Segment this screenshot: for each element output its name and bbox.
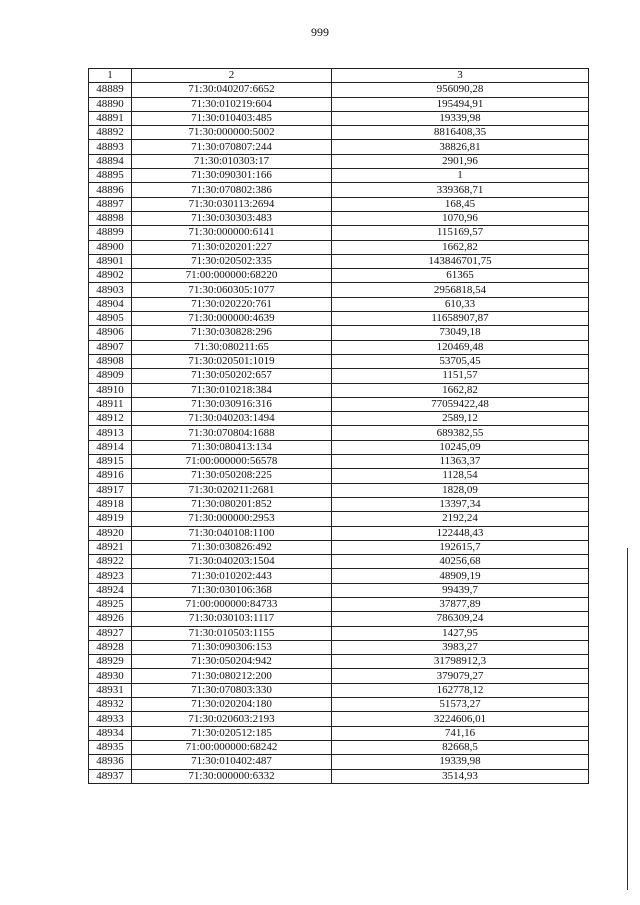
- value-cell: 143846701,75: [332, 254, 589, 268]
- row-number-cell: 48898: [89, 211, 132, 225]
- row-number-cell: 48923: [89, 569, 132, 583]
- row-number-cell: 48892: [89, 126, 132, 140]
- row-number-cell: 48911: [89, 397, 132, 411]
- value-cell: 1070,96: [332, 211, 589, 225]
- value-cell: 1151,57: [332, 369, 589, 383]
- cadastral-number-cell: 71:30:030826:492: [132, 540, 332, 554]
- table-row: [89, 111, 589, 125]
- cadastral-number-cell: 71:30:010202:443: [132, 569, 332, 583]
- table-row: [89, 526, 589, 540]
- value-cell: 11363,37: [332, 455, 589, 469]
- table-row: [89, 669, 589, 683]
- row-number-cell: 48934: [89, 726, 132, 740]
- table-row: [89, 440, 589, 454]
- table-row: [89, 540, 589, 554]
- value-cell: 162778,12: [332, 683, 589, 697]
- row-number-cell: 48935: [89, 740, 132, 754]
- table-row: [89, 283, 589, 297]
- cadastral-number-cell: 71:30:010403:485: [132, 111, 332, 125]
- table-row: [89, 555, 589, 569]
- page-number: 999: [311, 25, 329, 39]
- cadastral-number-cell: 71:30:070803:330: [132, 683, 332, 697]
- value-cell: 3983,27: [332, 640, 589, 654]
- table-row: [89, 569, 589, 583]
- table-row: [89, 297, 589, 311]
- cadastral-number-cell: 71:30:060305:1077: [132, 283, 332, 297]
- table-row: [89, 626, 589, 640]
- value-cell: 13397,34: [332, 497, 589, 511]
- value-cell: 689382,55: [332, 426, 589, 440]
- row-number-cell: 48929: [89, 655, 132, 669]
- value-cell: 2901,96: [332, 154, 589, 168]
- row-number-cell: 48916: [89, 469, 132, 483]
- table-row: [89, 683, 589, 697]
- table-row: [89, 769, 589, 783]
- row-number-cell: 48896: [89, 183, 132, 197]
- table-row: [89, 183, 589, 197]
- cadastral-number-cell: 71:00:000000:56578: [132, 455, 332, 469]
- table-row: [89, 312, 589, 326]
- cadastral-number-cell: 71:30:020502:335: [132, 254, 332, 268]
- value-cell: 120469,48: [332, 340, 589, 354]
- table-row: [89, 340, 589, 354]
- value-cell: 37877,89: [332, 597, 589, 611]
- table-row: [89, 483, 589, 497]
- row-number-cell: 48925: [89, 597, 132, 611]
- cadastral-number-cell: 71:30:080212:200: [132, 669, 332, 683]
- value-cell: 77059422,48: [332, 397, 589, 411]
- value-cell: 1828,09: [332, 483, 589, 497]
- row-number-cell: 48891: [89, 111, 132, 125]
- value-cell: 1: [332, 169, 589, 183]
- table-row: [89, 726, 589, 740]
- value-cell: 8816408,35: [332, 126, 589, 140]
- table-row: [89, 369, 589, 383]
- value-cell: 168,45: [332, 197, 589, 211]
- value-cell: 51573,27: [332, 698, 589, 712]
- value-cell: 1662,82: [332, 240, 589, 254]
- value-cell: 11658907,87: [332, 312, 589, 326]
- value-cell: 122448,43: [332, 526, 589, 540]
- column-header-3: 3: [332, 69, 589, 83]
- row-number-cell: 48901: [89, 254, 132, 268]
- row-number-cell: 48905: [89, 312, 132, 326]
- row-number-cell: 48914: [89, 440, 132, 454]
- value-cell: 19339,98: [332, 111, 589, 125]
- row-number-cell: 48895: [89, 169, 132, 183]
- cadastral-number-cell: 71:30:040203:1494: [132, 412, 332, 426]
- row-number-cell: 48917: [89, 483, 132, 497]
- table-row: [89, 140, 589, 154]
- table-header: [89, 69, 589, 83]
- cadastral-number-cell: 71:30:010219:604: [132, 97, 332, 111]
- header-row: [89, 69, 589, 83]
- row-number-cell: 48919: [89, 512, 132, 526]
- table-row: [89, 497, 589, 511]
- cadastral-number-cell: 71:30:030106:368: [132, 583, 332, 597]
- cadastral-number-cell: 71:30:020220:761: [132, 297, 332, 311]
- cadastral-number-cell: 71:30:000000:6332: [132, 769, 332, 783]
- row-number-cell: 48900: [89, 240, 132, 254]
- row-number-cell: 48928: [89, 640, 132, 654]
- row-number-cell: 48926: [89, 612, 132, 626]
- value-cell: 1662,82: [332, 383, 589, 397]
- row-number-cell: 48906: [89, 326, 132, 340]
- cadastral-number-cell: 71:30:010218:384: [132, 383, 332, 397]
- table-row: [89, 712, 589, 726]
- table-row: [89, 326, 589, 340]
- value-cell: 38826,81: [332, 140, 589, 154]
- cadastral-number-cell: 71:30:050208:225: [132, 469, 332, 483]
- table-row: [89, 698, 589, 712]
- cadastral-number-cell: 71:00:000000:68242: [132, 740, 332, 754]
- cadastral-number-cell: 71:30:070802:386: [132, 183, 332, 197]
- cadastral-number-cell: 71:30:090306:153: [132, 640, 332, 654]
- cadastral-number-cell: 71:30:040108:1100: [132, 526, 332, 540]
- row-number-cell: 48915: [89, 455, 132, 469]
- row-number-cell: 48890: [89, 97, 132, 111]
- row-number-cell: 48922: [89, 555, 132, 569]
- scan-edge-line: [627, 548, 628, 890]
- row-number-cell: 48893: [89, 140, 132, 154]
- table-row: [89, 740, 589, 754]
- value-cell: 1128,54: [332, 469, 589, 483]
- value-cell: 82668,5: [332, 740, 589, 754]
- table-row: [89, 254, 589, 268]
- row-number-cell: 48927: [89, 626, 132, 640]
- row-number-cell: 48910: [89, 383, 132, 397]
- cadastral-number-cell: 71:30:020204:180: [132, 698, 332, 712]
- value-cell: 61365: [332, 269, 589, 283]
- cadastral-number-cell: 71:30:030828:296: [132, 326, 332, 340]
- table-body: [89, 83, 589, 784]
- table-row: [89, 211, 589, 225]
- table-row: [89, 269, 589, 283]
- cadastral-number-cell: 71:30:050204:942: [132, 655, 332, 669]
- value-cell: 195494,91: [332, 97, 589, 111]
- column-header-1: 1: [89, 69, 132, 83]
- row-number-cell: 48920: [89, 526, 132, 540]
- value-cell: 2956818,54: [332, 283, 589, 297]
- row-number-cell: 48904: [89, 297, 132, 311]
- table-row: [89, 154, 589, 168]
- column-header-2: 2: [132, 69, 332, 83]
- row-number-cell: 48921: [89, 540, 132, 554]
- cadastral-number-cell: 71:30:010503:1155: [132, 626, 332, 640]
- value-cell: 610,33: [332, 297, 589, 311]
- row-number-cell: 48924: [89, 583, 132, 597]
- cadastral-number-cell: 71:30:030303:483: [132, 211, 332, 225]
- row-number-cell: 48903: [89, 283, 132, 297]
- value-cell: 10245,09: [332, 440, 589, 454]
- cadastral-number-cell: 71:30:020603:2193: [132, 712, 332, 726]
- value-cell: 73049,18: [332, 326, 589, 340]
- cadastral-number-cell: 71:00:000000:68220: [132, 269, 332, 283]
- table-row: [89, 455, 589, 469]
- value-cell: 1427,95: [332, 626, 589, 640]
- cadastral-number-cell: 71:30:040207:6652: [132, 83, 332, 97]
- value-cell: 741,16: [332, 726, 589, 740]
- row-number-cell: 48889: [89, 83, 132, 97]
- cadastral-number-cell: 71:30:010303:17: [132, 154, 332, 168]
- table-row: [89, 397, 589, 411]
- value-cell: 48909,19: [332, 569, 589, 583]
- row-number-cell: 48937: [89, 769, 132, 783]
- row-number-cell: 48902: [89, 269, 132, 283]
- row-number-cell: 48907: [89, 340, 132, 354]
- cadastral-number-cell: 71:30:000000:2953: [132, 512, 332, 526]
- value-cell: 192615,7: [332, 540, 589, 554]
- cadastral-number-cell: 71:30:080211:65: [132, 340, 332, 354]
- table-row: [89, 583, 589, 597]
- row-number-cell: 48897: [89, 197, 132, 211]
- row-number-cell: 48930: [89, 669, 132, 683]
- table-row: [89, 354, 589, 368]
- table-row: [89, 197, 589, 211]
- table-row: [89, 612, 589, 626]
- table-row: [89, 97, 589, 111]
- value-cell: 2589,12: [332, 412, 589, 426]
- table-row: [89, 597, 589, 611]
- table-row: [89, 412, 589, 426]
- row-number-cell: 48918: [89, 497, 132, 511]
- value-cell: 40256,68: [332, 555, 589, 569]
- value-cell: 99439,7: [332, 583, 589, 597]
- cadastral-number-cell: 71:30:090301:166: [132, 169, 332, 183]
- row-number-cell: 48936: [89, 755, 132, 769]
- cadastral-number-cell: 71:30:040203:1504: [132, 555, 332, 569]
- row-number-cell: 48931: [89, 683, 132, 697]
- value-cell: 2192,24: [332, 512, 589, 526]
- value-cell: 53705,45: [332, 354, 589, 368]
- value-cell: 19339,98: [332, 755, 589, 769]
- data-table: [88, 68, 589, 784]
- cadastral-number-cell: 71:30:030113:2694: [132, 197, 332, 211]
- table-row: [89, 383, 589, 397]
- row-number-cell: 48933: [89, 712, 132, 726]
- cadastral-number-cell: 71:30:030916:316: [132, 397, 332, 411]
- row-number-cell: 48894: [89, 154, 132, 168]
- row-number-cell: 48913: [89, 426, 132, 440]
- cadastral-number-cell: 71:30:030103:1117: [132, 612, 332, 626]
- table-row: [89, 226, 589, 240]
- row-number-cell: 48908: [89, 354, 132, 368]
- value-cell: 3224606,01: [332, 712, 589, 726]
- value-cell: 31798912,3: [332, 655, 589, 669]
- table-row: [89, 469, 589, 483]
- cadastral-number-cell: 71:30:020512:185: [132, 726, 332, 740]
- cadastral-number-cell: 71:30:080201:852: [132, 497, 332, 511]
- value-cell: 339368,71: [332, 183, 589, 197]
- row-number-cell: 48912: [89, 412, 132, 426]
- cadastral-number-cell: 71:30:000000:4639: [132, 312, 332, 326]
- cadastral-number-cell: 71:30:050202:657: [132, 369, 332, 383]
- value-cell: 956090,28: [332, 83, 589, 97]
- cadastral-number-cell: 71:30:000000:5002: [132, 126, 332, 140]
- table-row: [89, 755, 589, 769]
- cadastral-number-cell: 71:00:000000:84733: [132, 597, 332, 611]
- row-number-cell: 48909: [89, 369, 132, 383]
- cadastral-number-cell: 71:30:070807:244: [132, 140, 332, 154]
- table-row: [89, 126, 589, 140]
- cadastral-number-cell: 71:30:080413:134: [132, 440, 332, 454]
- cadastral-number-cell: 71:30:020201:227: [132, 240, 332, 254]
- table-row: [89, 512, 589, 526]
- table-row: [89, 655, 589, 669]
- cadastral-number-cell: 71:30:010402:487: [132, 755, 332, 769]
- value-cell: 3514,93: [332, 769, 589, 783]
- value-cell: 379079,27: [332, 669, 589, 683]
- cadastral-number-cell: 71:30:070804:1688: [132, 426, 332, 440]
- table-row: [89, 426, 589, 440]
- row-number-cell: 48899: [89, 226, 132, 240]
- cadastral-number-cell: 71:30:020211:2681: [132, 483, 332, 497]
- cadastral-number-cell: 71:30:020501:1019: [132, 354, 332, 368]
- row-number-cell: 48932: [89, 698, 132, 712]
- value-cell: 786309,24: [332, 612, 589, 626]
- table-row: [89, 169, 589, 183]
- cadastral-number-cell: 71:30:000000:6141: [132, 226, 332, 240]
- table-row: [89, 640, 589, 654]
- table-row: [89, 83, 589, 97]
- value-cell: 115169,57: [332, 226, 589, 240]
- table-row: [89, 240, 589, 254]
